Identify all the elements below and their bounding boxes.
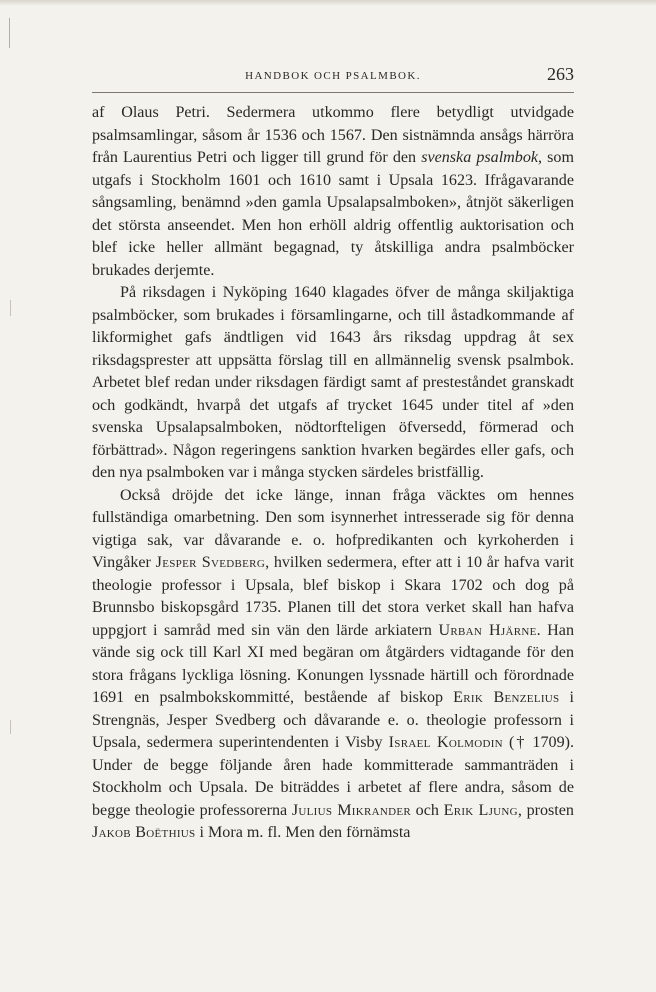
page-top-shadow [0,0,656,6]
person-name: Israel Kolmodin [388,734,503,751]
person-name: Jesper Svedberg [155,554,266,571]
person-name: Urban Hjärne [438,621,537,639]
person-name: Erik Benzelius [453,689,560,706]
page-number: 263 [547,64,574,84]
scan-mark [10,300,11,316]
person-name: Jakob Boëthius [92,824,196,841]
paragraph-1: af Olaus Petri. Sedermera utkommo flere betydligt utvidgade psalmsamlingar, såsom år 1536 och 1567. Den sistnämnda ansågs härröra från Laurentius Petri och ligger till grund för den svenska psalmbok, som utgafs i Stockholm 1601 och 1610 samt i Upsala 1623. Ifrågavarande sångsamling, benämnd »den gamla Upsalapsalmboken», åtnjöt säkerligen det största anseendet. Men hon erhöll aldrig offentlig auktorisation och blef icke heller allmänt begagnad, ty åtskilliga andra psalmböcker brukades derjemte. [92,104,574,279]
person-name: Julius Mikrander [291,801,412,819]
body-text [92,102,574,845]
italic-title: svenska psalmbok [421,149,539,166]
scan-mark [9,18,10,48]
header-rule [92,92,574,93]
paragraph-3: Också dröjde det icke länge, innan fråga väcktes om hennes fullständiga omarbetning. Den som isynnerhet intresserade sig för denna vigtiga sak, var dåvarande e. o. hofpredikanten och kyrkoherden i Vingåker Jesper Svedberg, hvilken sedermera, efter att i 10 år hafva varit theologie professor i Upsala, blef biskop i Skara 1702 och dog på Brunnsbo biskopsgård 1735. Planen till det stora verket skall han hafva uppgjort i samråd med sin vän den lärde arkiatern Urban Hjärne. Han vände sig ock till Karl XI med begäran om åtgärders vidtagande för den stora frågans lyckliga lösning. Konungen lyssnade härtill och förordnade 1691 en psalmbokskommitté, bestående af biskop Erik Benzelius i Strengnäs, Jesper Svedberg och dåvarande e. o. theologie professorn i Upsala, sedermera superintendenten i Visby Israel Kolmodin († 1709). Under de begge följande åren hade kommitterade sammanträden i Stockholm och Upsala. De biträddes i arbetet af flere andra, såsom de begge theologie professorerna Julius Mikrander och Erik Ljung, prosten Jakob Boëthius i Mora m. fl. Men den förnämsta [92,486,574,841]
paragraph-2: På riksdagen i Nyköping 1640 klagades öfver de många skiljaktiga psalmböcker, som brukades i församlingarne, och till åstadkommande af likformighet gafs ändtligen vid 1643 års riksdag uppdrag åt sex riksdagsprester att uppsätta förslag till en allmännelig svensk psalmbok. Arbetet blef redan under riksdagen färdigt samt af presteståndet granskadt och godkändt, hvarpå det utgafs af trycket 1645 under titel af »den svenska Upsalapsalmboken, nödtorfteligen öfversedd, förmerad och förbättrad». Någon regeringens sanktion hvarken begärdes eller gafs, och den nya psalmboken var i många stycken särdeles bristfällig. [92,284,574,481]
person-name: Erik Ljung [443,801,518,819]
page-header [92,62,574,88]
running-head: HANDBOK OCH PSALMBOK. [245,70,421,82]
scan-mark [10,720,11,734]
